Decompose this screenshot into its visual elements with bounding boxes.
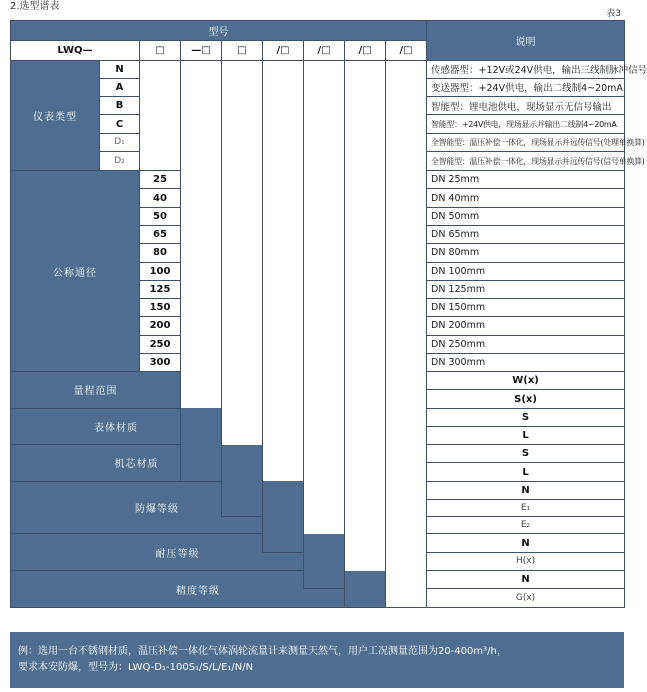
diameter-description: DN 80mm xyxy=(427,244,625,262)
description-header: 说明 xyxy=(427,21,625,61)
diameter-description: DN 300mm xyxy=(427,353,625,371)
core-material-code: L xyxy=(427,463,625,481)
accuracy-code: N xyxy=(427,571,625,589)
type-code: N xyxy=(100,60,140,78)
accuracy-code: G(x) xyxy=(427,589,625,608)
group-explosion-protection: 防爆等级 xyxy=(11,481,304,534)
model-header: 型号 xyxy=(11,21,427,41)
explosion-code: N xyxy=(427,481,625,499)
type-description: 传感器型：+12V或24V供电，输出三线制脉冲信号 xyxy=(427,60,625,78)
diameter-description: DN 150mm xyxy=(427,299,625,317)
code-header-3: □ xyxy=(222,41,263,60)
group-core-material: 机芯材质 xyxy=(11,445,263,482)
diameter-description: DN 50mm xyxy=(427,207,625,225)
diameter-description: DN 125mm xyxy=(427,280,625,298)
diameter-code: 300 xyxy=(140,353,181,371)
type-code: D₁ xyxy=(100,133,140,151)
code-header-7: /□ xyxy=(386,41,427,60)
document-title: 2.选型谱表 xyxy=(10,1,60,12)
group-pressure-rating: 耐压等级 xyxy=(11,534,345,571)
spacer-cell xyxy=(140,60,181,171)
type-code: C xyxy=(100,115,140,133)
diameter-code: 80 xyxy=(140,244,181,262)
diameter-description: DN 250mm xyxy=(427,335,625,353)
code-header-prefix: LWQ— xyxy=(11,41,140,60)
diameter-code: 125 xyxy=(140,280,181,298)
type-code: B xyxy=(100,97,140,115)
diameter-description: DN 200mm xyxy=(427,317,625,335)
group-range: 量程范围 xyxy=(11,372,181,409)
group-nominal-diameter: 公称通径 xyxy=(11,171,140,372)
diameter-code: 200 xyxy=(140,317,181,335)
example-line-2: 要求本安防爆，型号为：LWQ-D₁-100S₁/S/L/E₁/N/N xyxy=(18,662,254,673)
diameter-code: 150 xyxy=(140,299,181,317)
type-code: D₂ xyxy=(100,151,140,170)
selection-table-body xyxy=(11,21,647,608)
code-header-1: □ xyxy=(140,41,181,60)
body-material-code: L xyxy=(427,426,625,444)
diameter-description: DN 40mm xyxy=(427,189,625,207)
diameter-code: 40 xyxy=(140,189,181,207)
core-material-code: S xyxy=(427,445,625,463)
explosion-code: E₂ xyxy=(427,517,625,534)
pressure-code: H(x) xyxy=(427,552,625,570)
group-body-material: 表体材质 xyxy=(11,408,222,445)
diameter-code: 100 xyxy=(140,262,181,280)
selection-table xyxy=(10,20,647,608)
type-description: 全智能型：温压补偿一体化，现场显示并远传信号(处理单换算) xyxy=(427,133,625,151)
spacer-cell xyxy=(386,60,427,607)
spacer-cell xyxy=(304,60,345,589)
spacer-cell xyxy=(263,60,304,552)
group-accuracy: 精度等级 xyxy=(11,571,386,608)
type-description: 全智能型：温压补偿一体化，现场显示并远传信号(信号单换算) xyxy=(427,151,625,170)
body-material-code: S xyxy=(427,408,625,426)
explosion-code: E₁ xyxy=(427,499,625,516)
range-code: S(x) xyxy=(427,390,625,408)
code-header-6: /□ xyxy=(345,41,386,60)
spacer-cell xyxy=(345,60,386,607)
pressure-code: N xyxy=(427,534,625,552)
diameter-description: DN 100mm xyxy=(427,262,625,280)
diameter-code: 25 xyxy=(140,171,181,189)
diameter-code: 50 xyxy=(140,207,181,225)
code-header-4: /□ xyxy=(263,41,304,60)
diameter-code: 65 xyxy=(140,225,181,243)
diameter-description: DN 65mm xyxy=(427,225,625,243)
code-header-2: —□ xyxy=(181,41,222,60)
diameter-code: 250 xyxy=(140,335,181,353)
code-header-5: /□ xyxy=(304,41,345,60)
example-note xyxy=(10,632,624,688)
range-code: W(x) xyxy=(427,372,625,390)
example-line-1: 例：选用一台不锈钢材质，温压补偿一体化气体涡轮流量计来测量天然气，用户工况测量范围为20-400m³/h， xyxy=(18,646,507,657)
type-description: 变送器型：+24V供电，输出二线制4~20mA xyxy=(427,78,625,96)
type-description: 智能型：+24V供电，现场显示并输出二线制4~20mA xyxy=(427,115,625,133)
diameter-description: DN 25mm xyxy=(427,171,625,189)
table-number: 表3 xyxy=(606,9,621,19)
type-description: 智能型：锂电池供电，现场显示无信号输出 xyxy=(427,97,625,115)
group-instrument-type: 仪表类型 xyxy=(11,60,100,171)
type-code: A xyxy=(100,78,140,96)
